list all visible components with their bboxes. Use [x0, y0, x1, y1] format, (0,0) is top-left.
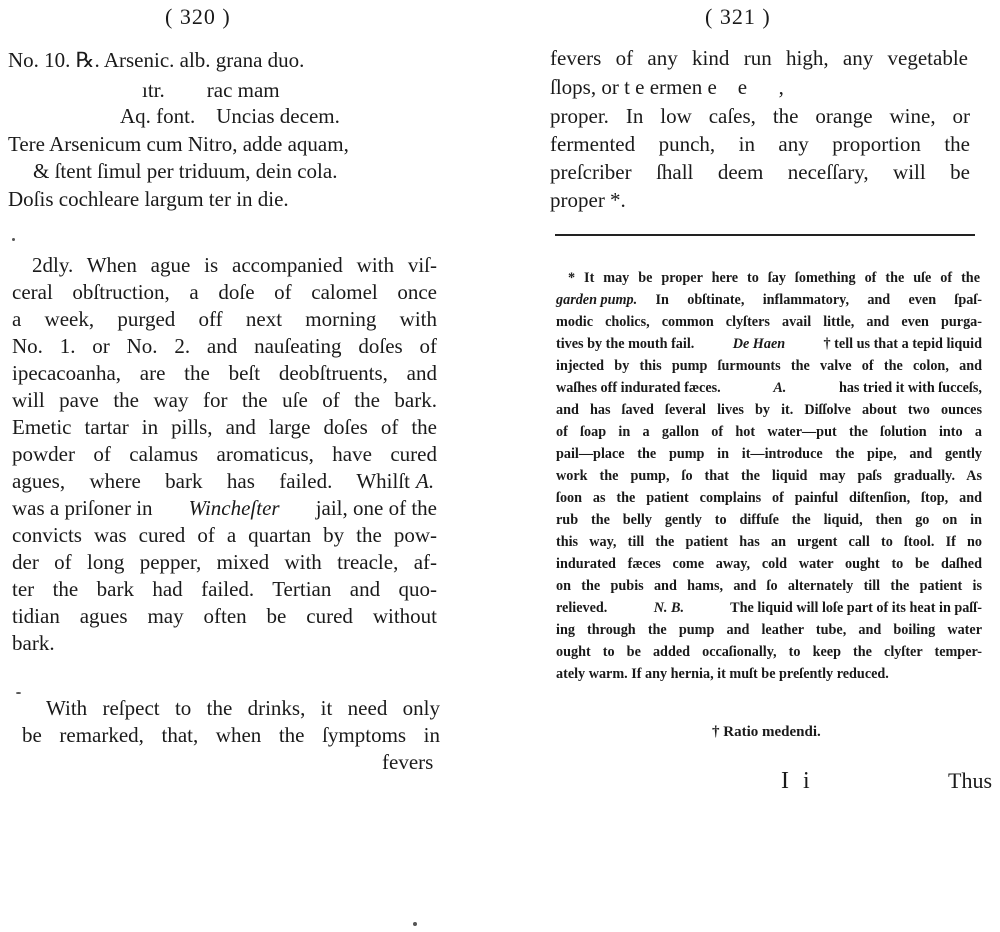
main-line-3: proper. In low caſes, the orange wine, or: [550, 104, 970, 128]
page-number-320: ( 320 ): [165, 4, 231, 29]
footnote-line-16: [556, 600, 982, 617]
main-line-6: proper *.: [550, 188, 626, 212]
para1-line-10-post: jail, one of the: [310, 496, 437, 520]
footnote-line-19: ately warm. If any hernia, it muſt be preſently reduced.: [556, 666, 889, 682]
para1-line-12: der of long pepper, mixed with treacle, af-: [12, 550, 437, 574]
footnote-de-haen: De Haen: [732, 336, 786, 352]
recipe-line-2: ıtr. rac mam: [142, 78, 280, 102]
footnote-line-15: on the pubis and hams, and ſo alternately till the patient is: [556, 578, 982, 594]
recipe-line-3: Aq. font. Uncias decem.: [120, 104, 340, 128]
para1-line-10: [12, 496, 437, 521]
footnote-line-6: [556, 380, 982, 397]
para1-line-6: will pave the way for the uſe of the bark.: [12, 388, 437, 412]
catchword-fevers: fevers: [382, 750, 434, 774]
footnote-nb: N. B.: [653, 600, 685, 616]
footnote-line-1: * It may be proper here to ſay ſomething of the uſe of the: [568, 270, 980, 286]
para1-line-13: ter the bark had failed. Tertian and quo-: [12, 577, 437, 601]
footnote-line-2-rest: In obſtinate, inflammatory, and even ſpaſ-: [637, 292, 982, 308]
footnote-line-12: rub the belly gently to diffuſe the liquid, then go on in: [556, 512, 982, 528]
para1-line-8: powder of calamus aromaticus, have cured: [12, 442, 437, 466]
footnote-garden-pump: garden pump.: [556, 292, 638, 308]
page-number-321: ( 321 ): [705, 4, 771, 29]
para1-line-2: ceral obſtruction, a doſe of calomel once: [12, 280, 437, 304]
footnote-line-16-pre: relieved.: [556, 600, 611, 616]
scan-speck: [413, 922, 417, 926]
right-page: [500, 0, 1000, 932]
footnote-line-4-pre: tives by the mouth fail.: [556, 336, 698, 352]
para1-line-9: agues, where bark has failed. Whilſt: [12, 469, 410, 493]
recipe-line-1: No. 10. ℞. Arsenic. alb. grana duo.: [8, 48, 305, 72]
footnote-line-5: injected by this pump ſurmounts the valve of the colon, and: [556, 358, 982, 374]
footnote-line-2: [556, 292, 982, 309]
main-line-1: fevers of any kind run high, any vegetable: [550, 46, 968, 70]
main-line-5: preſcriber ſhall deem neceſſary, will be: [550, 160, 970, 184]
para1-line-4: No. 1. or No. 2. and nauſeating doſes of: [12, 334, 437, 358]
footnote-line-6-pre: waſhes off indurated fæces.: [556, 380, 725, 396]
footnote-line-8: of ſoap in a gallon of hot water—put the ſolution into a: [556, 424, 982, 440]
main-line-4: fermented punch, in any proportion the: [550, 132, 970, 156]
para2-line-1: With reſpect to the drinks, it need only: [46, 696, 440, 720]
footnote-line-9: pail—place the pump in it—introduce the pipe, and gently: [556, 446, 982, 462]
footnote-a: A.: [773, 380, 787, 396]
para1-line-11: convicts was cured of a quartan by the pow-: [12, 523, 437, 547]
para1-line-10-pre: was a priſoner in: [12, 496, 158, 520]
para1-line-5: ipecacoanha, are the beſt deobſtruents, and: [12, 361, 437, 385]
para2-line-2: be remarked, that, when the ſymptoms in: [22, 723, 440, 747]
footnote-line-13: this way, till the patient has an urgent call to ſtool. If no: [556, 534, 982, 550]
footnote-line-3: modic cholics, common clyſters avail little, and even purga-: [556, 314, 982, 330]
catchword-thus: Thus: [948, 768, 992, 793]
footnote-line-14: indurated fæces come away, cold water ought to be daſhed: [556, 556, 982, 572]
para1-line-7: Emetic tartar in pills, and large doſes of the: [12, 415, 437, 439]
footnote-line-7: and has ſaved ſeveral lives by it. Diſſolve about two ounces: [556, 402, 982, 418]
footnote-line-4: [556, 336, 982, 353]
scan-speck: [16, 692, 21, 694]
recipe-line-5: & ſtent ſimul per triduum, dein cola.: [33, 159, 338, 183]
footnote-line-6-post: has tried it with ſucceſs,: [835, 380, 982, 396]
para1-line-14: tidian agues may often be cured without: [12, 604, 437, 628]
recipe-line-6: Doſis cochleare largum ter in die.: [8, 187, 289, 211]
footnote-line-4-post: † tell us that a tepid liquid: [819, 336, 982, 352]
para1-line-15: bark.: [12, 631, 55, 655]
footnote-line-16-post: The liquid will loſe part of its heat in paſſ-: [726, 600, 982, 616]
footnote-rule: [555, 234, 975, 236]
footnote-line-11: ſoon as the patient complains of painful diſtenſion, ſtop, and: [556, 490, 982, 506]
para1-name-a: A.: [416, 469, 435, 493]
recipe-line-4: Tere Arsenicum cum Nitro, adde aquam,: [8, 132, 349, 156]
signature-mark: I i: [781, 768, 814, 794]
para1-line-1: 2dly. When ague is accompanied with viſ-: [32, 253, 437, 277]
scan-speck: [12, 238, 15, 241]
footnote-line-10: work the pump, ſo that the liquid may paſs gradually. As: [556, 468, 982, 484]
footnote-line-18: ought to be added occaſionally, to keep the clyſter temper-: [556, 644, 982, 660]
main-line-2: ſlops, or t e ermen e e ,: [550, 75, 784, 99]
footnote-ratio-medendi: † Ratio medendi.: [712, 724, 821, 740]
para1-line-3: a week, purged off next morning with: [12, 307, 437, 331]
para1-place-winchester: Wincheſter: [188, 496, 280, 520]
footnote-line-17: ing through the pump and leather tube, and boiling water: [556, 622, 982, 638]
